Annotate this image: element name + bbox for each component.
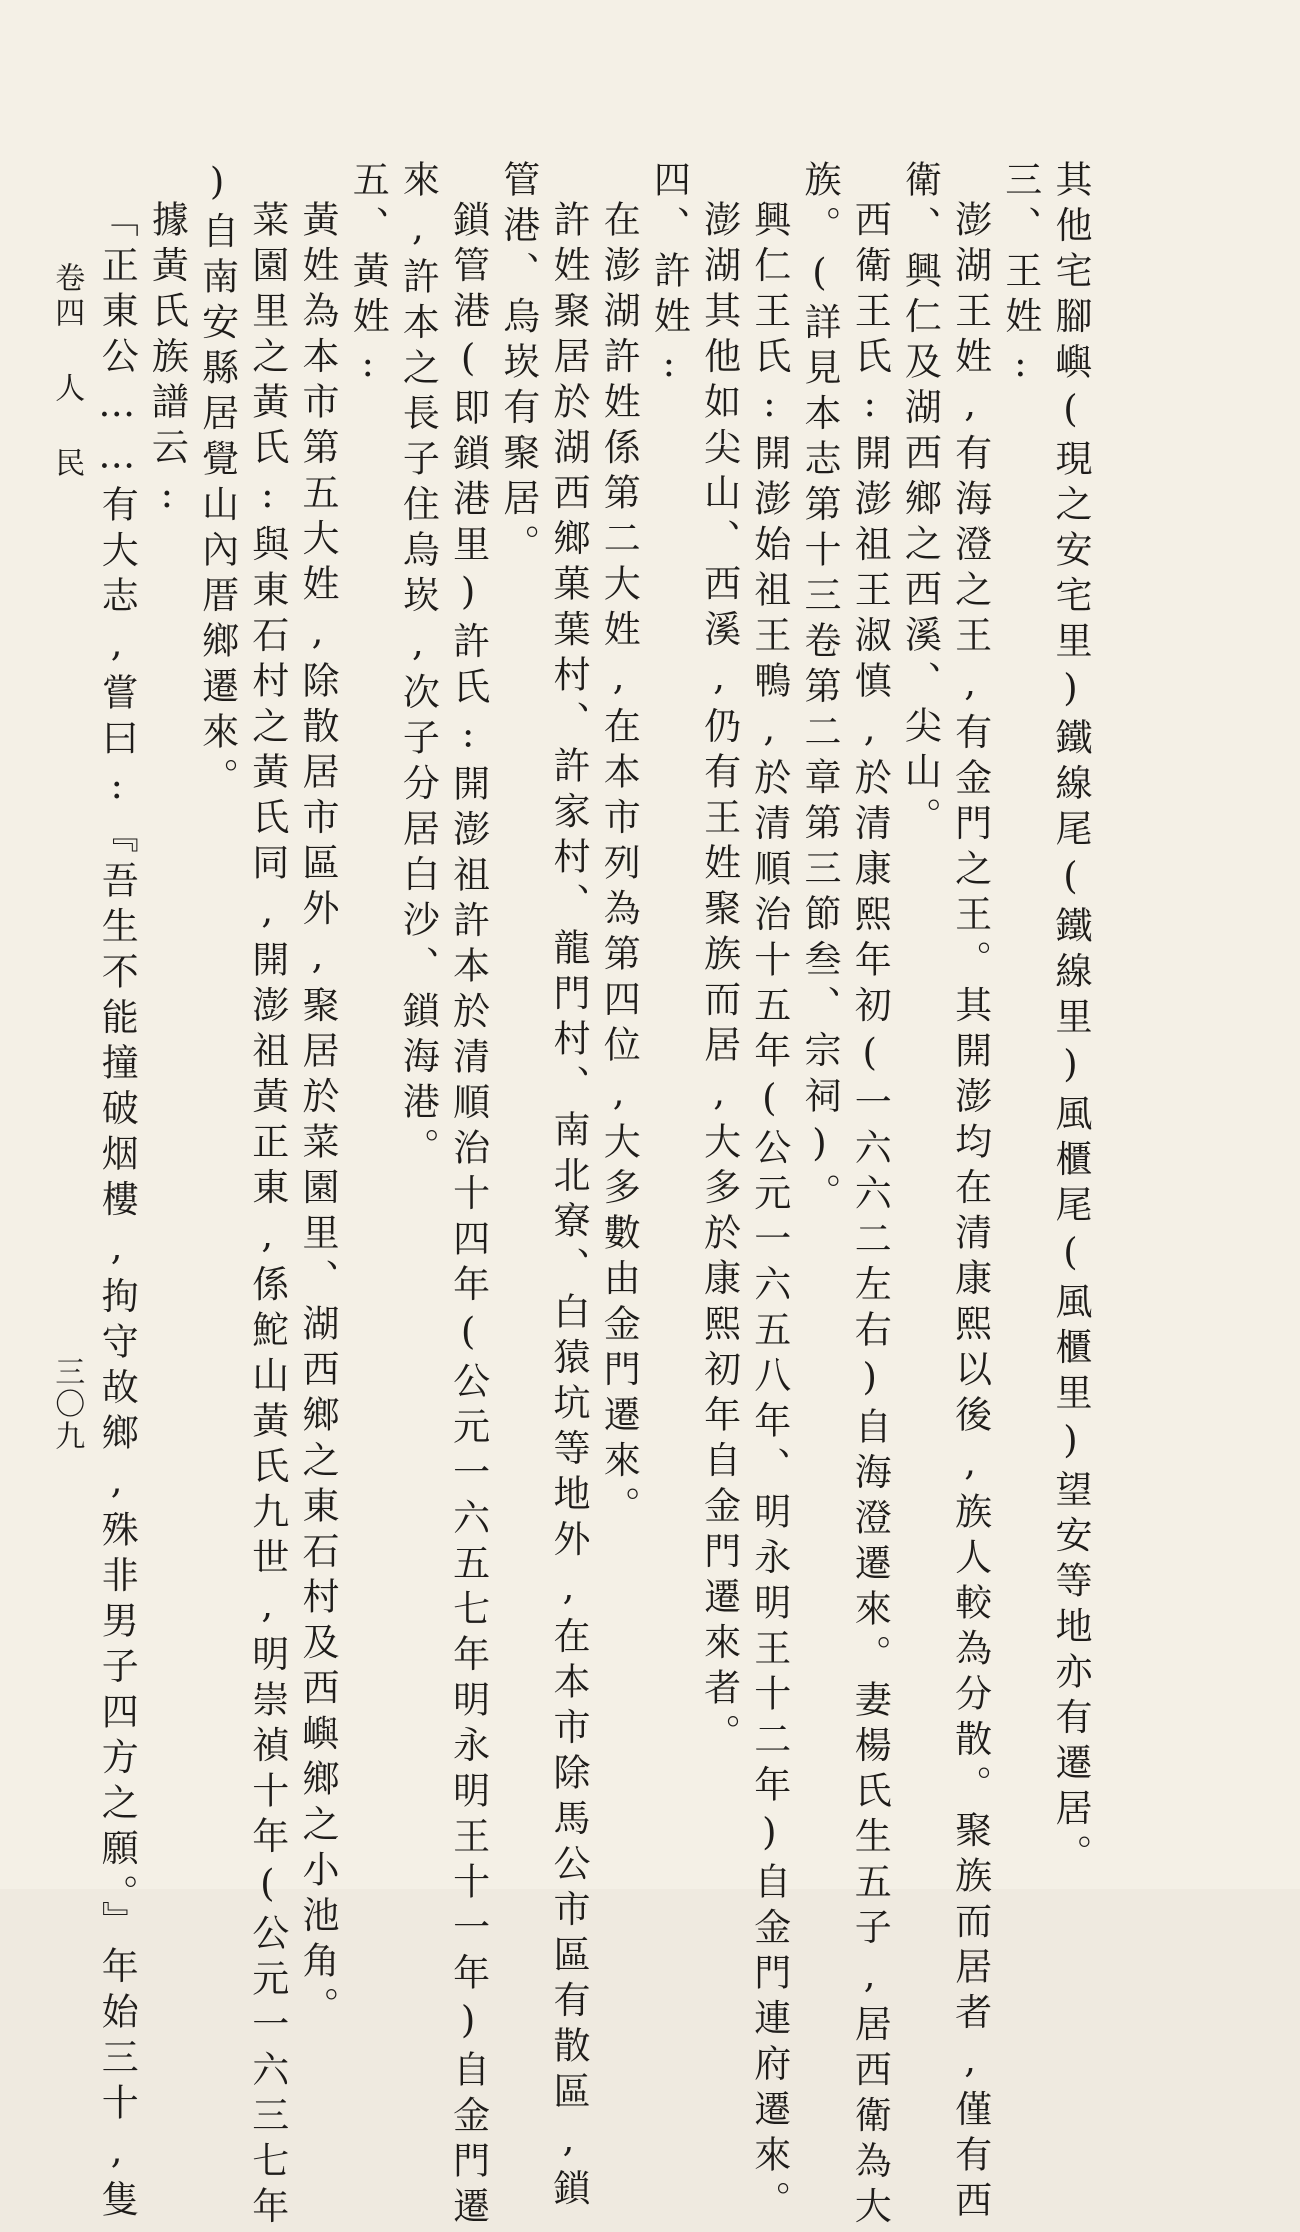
- quote-column: 「正東公……有大志,嘗曰:『吾生不能撞破烟樓,拘守故鄉,殊非男子四方之願。』年始三十,隻: [95, 200, 139, 2226]
- section-heading-wang: 三、王姓:: [998, 160, 1042, 394]
- text-column-8: 澎湖其他如尖山、西溪,仍有王姓聚族而居,大多於康熙初年自金門遷來者。: [697, 200, 741, 1759]
- page-number: 三〇九: [49, 1356, 85, 1452]
- text-column-3: 澎湖王姓,有海澄之王,有金門之王。其開澎均在清康熙以後,族人較為分散。聚族而居者,僅有西: [948, 200, 992, 2226]
- text-column-19: 據黃氏族譜云:: [145, 200, 189, 525]
- text-column-7: 興仁王氏:開澎始祖王鴨,於清順治十五年(公元一六五八年、明永明王十二年)自金門連府遷來。: [747, 200, 791, 2226]
- text-column-18: )自南安縣居覺山內厝鄉遷來。: [195, 160, 239, 803]
- text-column-14: 來,許本之長子住烏崁,次子分居白沙、鎖海港。: [396, 160, 440, 1173]
- section-heading-xu: 四、許姓:: [647, 160, 691, 394]
- text-column-10: 在澎湖許姓係第二大姓,在本市列為第四位,大多數由金門遷來。: [597, 200, 641, 1532]
- text-column-13: 鎖管港(即鎖港里)許氏:開澎祖許本於清順治十四年(公元一六五七年明永明王十一年)自金門遷: [446, 200, 490, 2232]
- text-column-12: 管港、烏崁有聚居。: [496, 160, 540, 570]
- text-column-1: 其他宅腳嶼(現之安宅里)鐵線尾(鐵線里)風櫃尾(風櫃里)望安等地亦有遷居。: [1049, 160, 1092, 1880]
- text-column-16: 黃姓為本市第五大姓,除散居市區外,聚居於菜園里、湖西鄉之東石村及西嶼鄉之小池角。: [296, 200, 339, 2032]
- text-column-4: 衛、興仁及湖西鄉之西溪、尖山。: [898, 160, 942, 843]
- text-column-17: 菜園里之黃氏:與東石村之黃氏同,開澎祖黃正東,係鮀山黃氏九世,明崇禎十年(公元一六三七年: [245, 200, 289, 2232]
- section-heading-huang: 五、黃姓:: [346, 160, 390, 394]
- text-column-11: 許姓聚居於湖西鄉菓葉村、許家村、龍門村、南北寮、白猿坑等地外,在本市除馬公市區有散區,鎖: [547, 200, 590, 2214]
- text-column-6: 族。(詳見本志第十三卷第二章第三節叁、宗祠)。: [798, 160, 841, 1219]
- volume-footer: 卷四 人 民: [49, 262, 85, 482]
- text-column-5: 西衛王氏:開澎祖王淑慎,於清康熙年初(一六六二左右)自海澄遷來。妻楊氏生五子,居西衛為大: [848, 200, 892, 2232]
